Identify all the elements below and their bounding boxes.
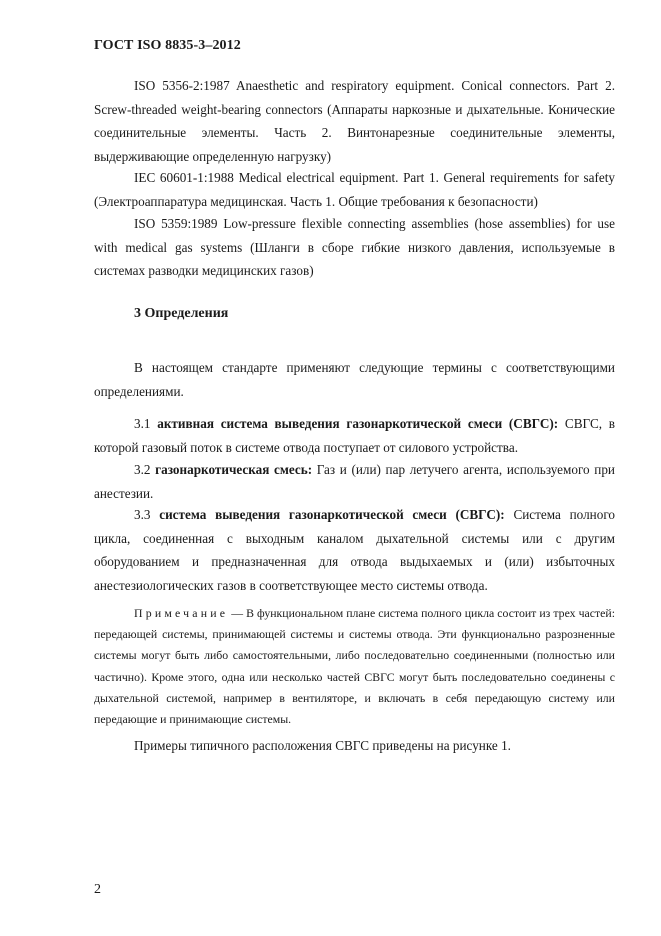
definition-text: Газ и (или) пар летучего агента, используемого при анестезии. [94, 462, 615, 501]
reference-iso-5359: ISO 5359:1989 Low-pressure flexible connecting assemblies (hose assemblies) for use with medical gas systems (Шланги в сборе гибкие низкого давления, используемые в системах разводки медицинских газов) [94, 216, 615, 278]
definition-text: Система полного цикла, соединенная с выходным каналом дыхательной системы или с другим оборудованием и предназначенная для отвода выдыхаемых и (или) избыточных анестезиологических газов в соответствующее место системы отвода. [94, 507, 615, 593]
definition-term: система выведения газонаркотической смеси (СВГС): [159, 507, 505, 522]
definition-term: активная система выведения газонаркотической смеси (СВГС): [157, 416, 559, 431]
definition-number: 3.3 [134, 507, 151, 522]
definition-term: газонаркотическая смесь: [155, 462, 313, 477]
figure-reference: Примеры типичного расположения СВГС приведены на рисунке 1. [134, 738, 511, 753]
definition-text: СВГС, в которой газовый поток в системе отвода поступает от силового устройства. [94, 416, 615, 455]
definition-number: 3.1 [134, 416, 151, 431]
intro-paragraph: В настоящем стандарте применяют следующие термины с соответствующими определениями. [94, 360, 615, 399]
definition-3-2 [94, 458, 615, 505]
note-text: — В функциональном плане система полного цикла состоит из трех частей: передающей системы, принимающей системы и системы отвода. Эти функционально разрозненные системы могут быть либо самостоятельными, либо последовательно соединенными (полностью или частично). Кроме этого, одна или несколько частей СВГС могут быть последовательно соединены с дыхательной системой, например в вентиляторе, и включать в себя передающую систему или передающие и принимающие системы. [94, 606, 615, 727]
note-label: Примечание [134, 606, 229, 620]
definition-number: 3.2 [134, 462, 151, 477]
standard-header: ГОСТ ISO 8835-3–2012 [94, 38, 241, 53]
reference-iec-60601-1: IEC 60601-1:1988 Medical electrical equipment. Part 1. General requirements for safety (Электроаппаратура медицинская. Часть 1. Общие требования к безопасности) [94, 170, 615, 209]
definition-3-3 [94, 503, 615, 597]
definition-3-1 [94, 412, 615, 459]
note-paragraph [94, 603, 615, 730]
section-title: 3 Определения [134, 306, 229, 321]
page-number: 2 [94, 882, 101, 897]
reference-iso-5356-2: ISO 5356-2:1987 Anaesthetic and respiratory equipment. Conical connectors. Part 2. Screw-threaded weight-bearing connectors (Аппараты наркозные и дыхательные. Конические соединительные элементы. Часть 2. Винтонарезные соединительные элементы, выдерживающие определенную нагрузку) [94, 78, 615, 164]
